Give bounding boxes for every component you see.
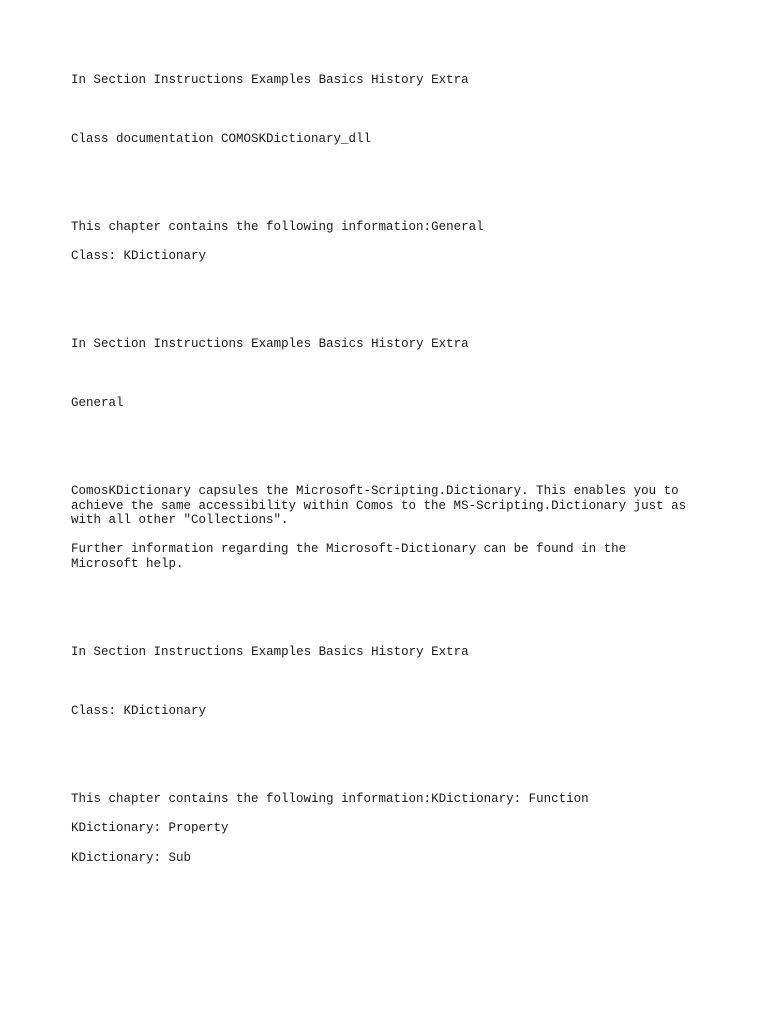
contents-link-general[interactable]: General	[431, 220, 484, 234]
further-info-paragraph: Further information regarding the Microsoft-Dictionary can be found in the Microsoft help.	[71, 542, 627, 571]
section-nav-bar	[71, 645, 469, 660]
section-heading-class-kdictionary: Class: KDictionary	[71, 704, 207, 718]
nav-basics-link[interactable]: Basics	[318, 73, 364, 87]
contents-link-function[interactable]: KDictionary: Function	[431, 792, 589, 806]
contents-prefix: This chapter contains the following information:	[71, 792, 432, 806]
contents-prefix: This chapter contains the following information:	[71, 220, 432, 234]
page-title: Class documentation COMOSKDictionary_dll	[71, 132, 372, 146]
nav-instructions-link[interactable]: Instructions	[153, 645, 244, 659]
nav-examples-link[interactable]: Examples	[251, 337, 312, 351]
nav-in-section-link[interactable]: In Section	[71, 73, 147, 87]
nav-instructions-link[interactable]: Instructions	[153, 337, 244, 351]
nav-in-section-link[interactable]: In Section	[71, 645, 147, 659]
chapter-contents-line	[71, 220, 484, 235]
nav-instructions-link[interactable]: Instructions	[153, 73, 244, 87]
nav-examples-link[interactable]: Examples	[251, 645, 312, 659]
nav-in-section-link[interactable]: In Section	[71, 337, 147, 351]
contents-link-property[interactable]: KDictionary: Property	[71, 821, 229, 835]
section-nav-bar	[71, 73, 469, 88]
nav-extra-link[interactable]: Extra	[431, 645, 469, 659]
description-paragraph: ComosKDictionary capsules the Microsoft-Scripting.Dictionary. This enables you to achieve the same accessibility within Comos to the MS-Scripting.Dictionary just as with all other "Collections".	[71, 484, 687, 528]
section-heading-general: General	[71, 396, 124, 410]
nav-basics-link[interactable]: Basics	[318, 645, 364, 659]
section-nav-bar	[71, 337, 469, 352]
chapter-contents-line	[71, 792, 589, 807]
nav-history-link[interactable]: History	[371, 645, 424, 659]
nav-history-link[interactable]: History	[371, 337, 424, 351]
nav-basics-link[interactable]: Basics	[318, 337, 364, 351]
nav-extra-link[interactable]: Extra	[431, 73, 469, 87]
nav-history-link[interactable]: History	[371, 73, 424, 87]
nav-examples-link[interactable]: Examples	[251, 73, 312, 87]
contents-link-sub[interactable]: KDictionary: Sub	[71, 851, 192, 865]
contents-link-class-kdictionary[interactable]: Class: KDictionary	[71, 249, 207, 263]
nav-extra-link[interactable]: Extra	[431, 337, 469, 351]
